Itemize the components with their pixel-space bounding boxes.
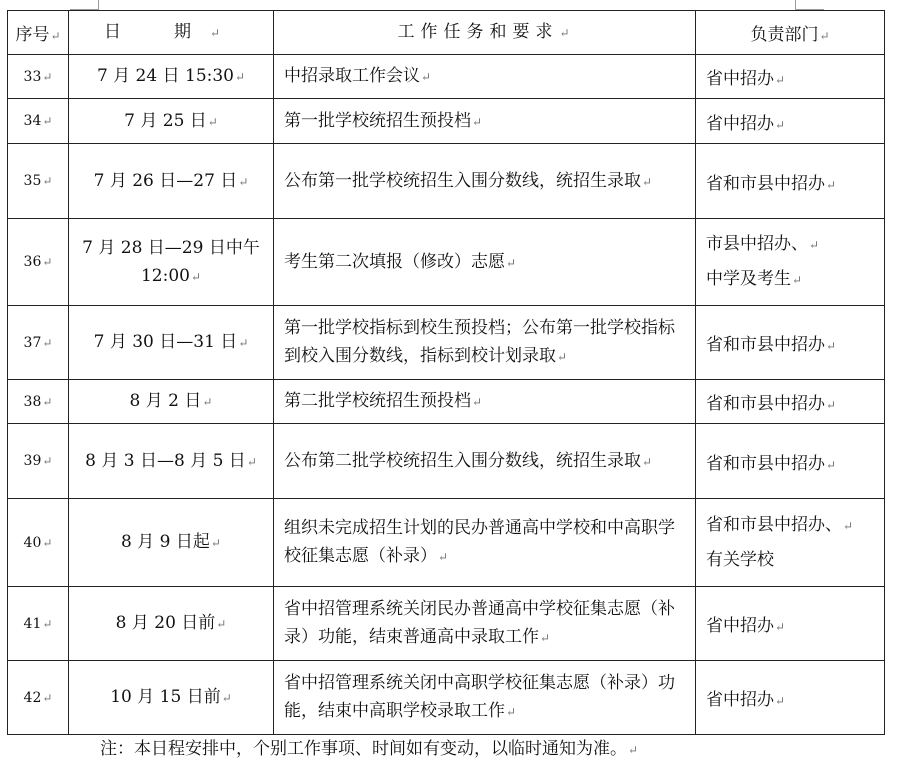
table-row xyxy=(8,380,885,424)
table-row xyxy=(8,661,885,735)
row-dept: 省和市县中招办↵ xyxy=(696,380,885,424)
row-num: 37↵ xyxy=(8,306,69,380)
row-num: 39↵ xyxy=(8,424,69,499)
header-row xyxy=(8,11,885,55)
row-dept: 省中招办↵ xyxy=(696,99,885,144)
row-num: 40↵ xyxy=(8,499,69,587)
row-num: 41↵ xyxy=(8,587,69,661)
header-date: 日 期↵ xyxy=(69,11,274,55)
row-dept: 省和市县中招办↵ xyxy=(696,424,885,499)
table-row xyxy=(8,306,885,380)
row-date: 10 月 15 日前↵ xyxy=(69,661,274,735)
row-dept: 省和市县中招办、↵ 有关学校 xyxy=(696,499,885,587)
header-dept: 负责部门↵ xyxy=(696,11,885,55)
row-date: 8 月 20 日前↵ xyxy=(69,587,274,661)
table-row xyxy=(8,424,885,499)
row-task: 第一批学校统招生预投档↵ xyxy=(274,99,696,144)
table-row xyxy=(8,144,885,219)
row-num: 36↵ xyxy=(8,219,69,306)
row-num: 34↵ xyxy=(8,99,69,144)
row-task: 省中招管理系统关闭民办普通高中学校征集志愿（补录）功能，结束普通高中录取工作↵ xyxy=(274,587,696,661)
table-row xyxy=(8,499,885,587)
row-task: 省中招管理系统关闭中高职学校征集志愿（补录）功能，结束中高职学校录取工作↵ xyxy=(274,661,696,735)
header-num: 序号↵ xyxy=(8,11,69,55)
row-date: 8 月 2 日↵ xyxy=(69,380,274,424)
row-task: 第一批学校指标到校生预投档；公布第一批学校指标到校入围分数线，指标到校计划录取↵ xyxy=(274,306,696,380)
row-task: 第二批学校统招生预投档↵ xyxy=(274,380,696,424)
row-task: 公布第一批学校统招生入围分数线，统招生录取↵ xyxy=(274,144,696,219)
row-dept: 省中招办↵ xyxy=(696,55,885,99)
row-dept: 市县中招办、↵ 中学及考生↵ xyxy=(696,219,885,306)
footnote: 注：本日程安排中，个别工作事项、时间如有变动，以临时通知为准。↵ xyxy=(100,739,639,759)
table-row xyxy=(8,219,885,306)
row-date: 7 月 26 日—27 日↵ xyxy=(69,144,274,219)
schedule-table xyxy=(7,10,885,735)
row-date: 8 月 3 日—8 月 5 日↵ xyxy=(69,424,274,499)
row-dept: 省中招办↵ xyxy=(696,587,885,661)
row-dept: 省和市县中招办↵ xyxy=(696,306,885,380)
table-row xyxy=(8,587,885,661)
header-task: 工作任务和要求↵ xyxy=(274,11,696,55)
crop-mark-right xyxy=(795,0,824,10)
row-date: 7 月 24 日 15:30↵ xyxy=(69,55,274,99)
row-date: 7 月 30 日—31 日↵ xyxy=(69,306,274,380)
row-num: 38↵ xyxy=(8,380,69,424)
row-num: 35↵ xyxy=(8,144,69,219)
row-num: 33↵ xyxy=(8,55,69,99)
row-task: 组织未完成招生计划的民办普通高中学校和中高职学校征集志愿（补录）↵ xyxy=(274,499,696,587)
table-row xyxy=(8,99,885,144)
row-task: 公布第二批学校统招生入围分数线，统招生录取↵ xyxy=(274,424,696,499)
row-date: 7 月 28 日—29 日中午 12:00↵ xyxy=(69,219,274,306)
row-date: 7 月 25 日↵ xyxy=(69,99,274,144)
row-dept: 省中招办↵ xyxy=(696,661,885,735)
table-row xyxy=(8,55,885,99)
row-task: 考生第二次填报（修改）志愿↵ xyxy=(274,219,696,306)
crop-mark-left xyxy=(70,0,99,10)
row-date: 8 月 9 日起↵ xyxy=(69,499,274,587)
row-task: 中招录取工作会议↵ xyxy=(274,55,696,99)
row-dept: 省和市县中招办↵ xyxy=(696,144,885,219)
row-num: 42↵ xyxy=(8,661,69,735)
